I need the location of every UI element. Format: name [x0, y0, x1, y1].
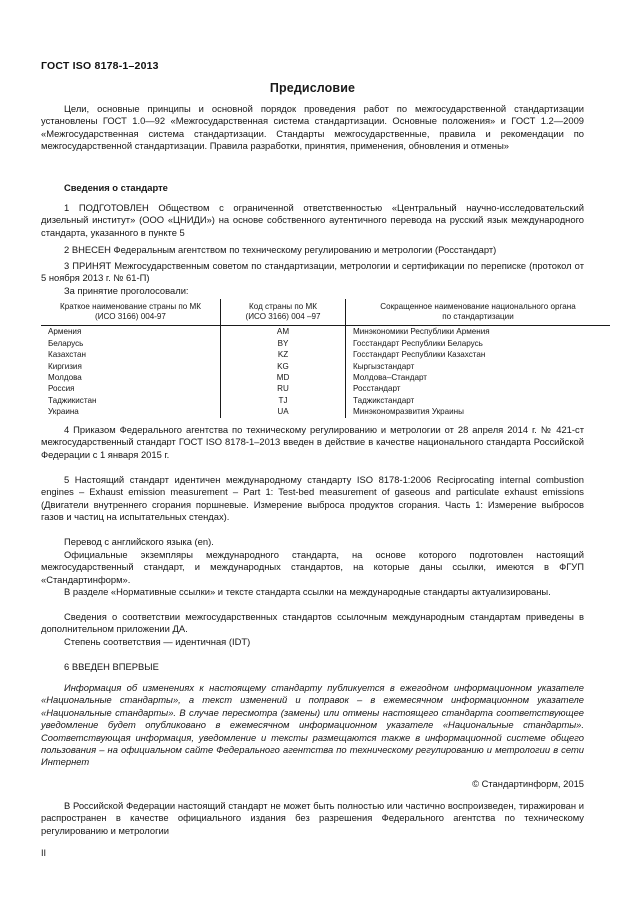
- vote-table-header-code-line2: (ИСО 3166) 004 –97: [245, 312, 321, 322]
- cell-body: Кыргызстандарт: [353, 361, 415, 371]
- copyright-notice: © Стандартинформ, 2015: [472, 778, 584, 789]
- table-row: [41, 338, 610, 349]
- cell-body: Минэкономики Республики Армения: [353, 327, 490, 337]
- vote-table-header-country-line1: Краткое наименование страны по МК: [60, 302, 201, 311]
- amendments-notice-block: [41, 682, 584, 769]
- table-row: [41, 372, 610, 383]
- cell-country: Казахстан: [41, 349, 221, 360]
- cell-code: AM: [221, 326, 346, 338]
- vote-table-header-country-line2: (ИСО 3166) 004-97: [95, 312, 166, 322]
- vote-table-head: [41, 299, 610, 326]
- conformity-info-text: Сведения о соответствии межгосударственных стандартов ссылочным международным стандартам приведены в дополнительном приложении ДА.: [41, 611, 584, 635]
- cell-country: Россия: [41, 383, 221, 394]
- official-copies-text: Официальные экземпляры международного стандарта, на основе которого подготовлен настоящий межгосударственный стандарт, и международных стандартов, на которые даны ссылки, имеются в ФГУП «Стандартинформ».: [41, 549, 584, 585]
- item-4-block: [41, 424, 584, 461]
- cell-code: TJ: [221, 395, 346, 406]
- running-header: ГОСТ ISO 8178-1–2013: [41, 60, 159, 72]
- vote-table-header-body: [346, 299, 611, 326]
- cell-code: RU: [221, 383, 346, 394]
- page-title: Предисловие: [269, 81, 356, 95]
- table-row: [41, 326, 610, 338]
- vote-table-header-country: [41, 299, 221, 326]
- item-6-block: [41, 661, 584, 673]
- cell-body: Госстандарт Республики Казахстан: [353, 350, 486, 360]
- cell-country: Армения: [41, 326, 221, 338]
- cell-body: Госстандарт Республики Беларусь: [353, 338, 483, 348]
- standard-info-item-3-block: [41, 260, 584, 285]
- vote-table-header-row: [41, 299, 610, 326]
- standard-info-item-2-block: [41, 244, 584, 256]
- standard-info-item-1-block: [41, 202, 584, 239]
- vote-table-header-code-line1: Код страны по МК: [249, 302, 317, 311]
- item-5-block: [41, 474, 584, 524]
- vote-lead-block: [41, 285, 584, 297]
- cell-code: KG: [221, 361, 346, 372]
- vote-table: [41, 299, 610, 418]
- cell-country: Киргизия: [41, 361, 221, 372]
- table-row: [41, 349, 610, 360]
- vote-table-header-body-line2: по стандартизации: [442, 312, 514, 322]
- cell-body: Росстандарт: [353, 384, 401, 394]
- amendments-notice-text: Информация об изменениях к настоящему стандарту публикуется в ежегодном информационном указателе «Национальные стандарты», а текст изменений и поправок – в ежемесячном информационном указателе «Национальные стандарты». В случае пересмотра (замены) или отмены настоящего стандарта соответствующее уведомление будет опубликовано в ежемесячном информационном указателе «Национальные стандарты». Соответствующая информация, уведомление и тексты размещаются также в информационной системе общего пользования – на официальном сайте Федерального агентства по техническому регулированию и метрологии в сети Интернет: [41, 682, 584, 768]
- cell-country: Молдова: [41, 372, 221, 383]
- cell-country: Таджикистан: [41, 395, 221, 406]
- intro-paragraph: Цели, основные принципы и основной порядок проведения работ по межгосударственной стандартизации установлены ГОСТ 1.0—92 «Межгосударственная система стандартизации. Основные положения» и ГОСТ 1.2—2009 «Межгосударственная система стандартизации. Стандарты межгосударственные, правила и рекомендации по межгосударственной стандартизации. Правила разработки, принятия, применения, обновления и отмены»: [41, 103, 584, 152]
- item-5-text: 5 Настоящий стандарт идентичен международному стандарту ISO 8178-1:2006 Reciprocating internal combustion engines – Exhaust emission measurement – Part 1: Test-bed measurement of gaseous and particulate exhaust emissions (Двигатели внутреннего сгорания поршневые. Измерение выброса продуктов сгорания. Часть 1: Измерение выбросов газов и частиц на испытательных стендах).: [41, 474, 584, 523]
- cell-code: BY: [221, 338, 346, 349]
- reproduction-notice-block: [41, 800, 584, 837]
- conformity-degree-block: [41, 636, 584, 648]
- vote-table-header-code: [221, 299, 346, 326]
- translation-text: Перевод с английского языка (en).: [64, 536, 214, 547]
- vote-lead-text: За принятие проголосовали:: [64, 285, 189, 296]
- cell-code: MD: [221, 372, 346, 383]
- conformity-info-block: [41, 611, 584, 636]
- standard-info-item-3: 3 ПРИНЯТ Межгосударственным советом по стандартизации, метрологии и сертификации по переписке (протокол от 5 ноября 2013 г. № 61-П): [41, 260, 584, 284]
- item-4-text: 4 Приказом Федерального агентства по техническому регулированию и метрологии от 28 апреля 2014 г. № 421-ст межгосударственный стандарт ГОСТ ISO 8178-1–2013 введен в действие в качестве национального стандарта Российской Федерации с 1 января 2015 г.: [41, 424, 584, 460]
- cell-code: UA: [221, 406, 346, 417]
- cell-body: Молдова–Стандарт: [353, 373, 428, 383]
- cell-body: Минэкономразвития Украины: [353, 407, 464, 417]
- normative-refs-block: [41, 586, 584, 598]
- standard-info-item-2: 2 ВНЕСЕН Федеральным агентством по техническому регулированию и метрологии (Росстандарт): [64, 244, 497, 255]
- reproduction-notice-text: В Российской Федерации настоящий стандарт не может быть полностью или частично воспроизведен, тиражирован и распространен в качестве официального издания без разрешения Федерального агентства по техническому регулированию и метрологии: [41, 800, 584, 836]
- official-copies-block: [41, 549, 584, 586]
- cell-country: Украина: [41, 406, 221, 417]
- normative-refs-text: В разделе «Нормативные ссылки» и тексте стандарта ссылки на международные стандарты актуализированы.: [64, 586, 551, 597]
- vote-table-header-body-line1: Сокращенное наименование национального органа: [380, 302, 576, 311]
- cell-code: KZ: [221, 349, 346, 360]
- cell-body: Таджикстандарт: [353, 395, 415, 405]
- vote-table-body: [41, 326, 610, 418]
- intro-paragraph-block: [41, 103, 584, 153]
- conformity-degree-text: Степень соответствия — идентичная (IDT): [64, 636, 251, 647]
- standard-info-heading: Сведения о стандарте: [64, 182, 168, 193]
- table-row: [41, 395, 610, 406]
- translation-block: [41, 536, 584, 548]
- cell-country: Беларусь: [41, 338, 221, 349]
- table-row: [41, 406, 610, 417]
- standard-info-block: [41, 182, 584, 194]
- standard-info-item-1: 1 ПОДГОТОВЛЕН Обществом с ограниченной ответственностью «Центральный научно-исследовательский дизельный институт» (ООО «ЦНИДИ») на основе собственного аутентичного перевода на русский язык международного стандарта, указанного в пункте 5: [41, 202, 584, 238]
- table-row: [41, 361, 610, 372]
- table-row: [41, 383, 610, 394]
- page-number: II: [41, 848, 47, 858]
- item-6-text: 6 ВВЕДЕН ВПЕРВЫЕ: [64, 661, 159, 672]
